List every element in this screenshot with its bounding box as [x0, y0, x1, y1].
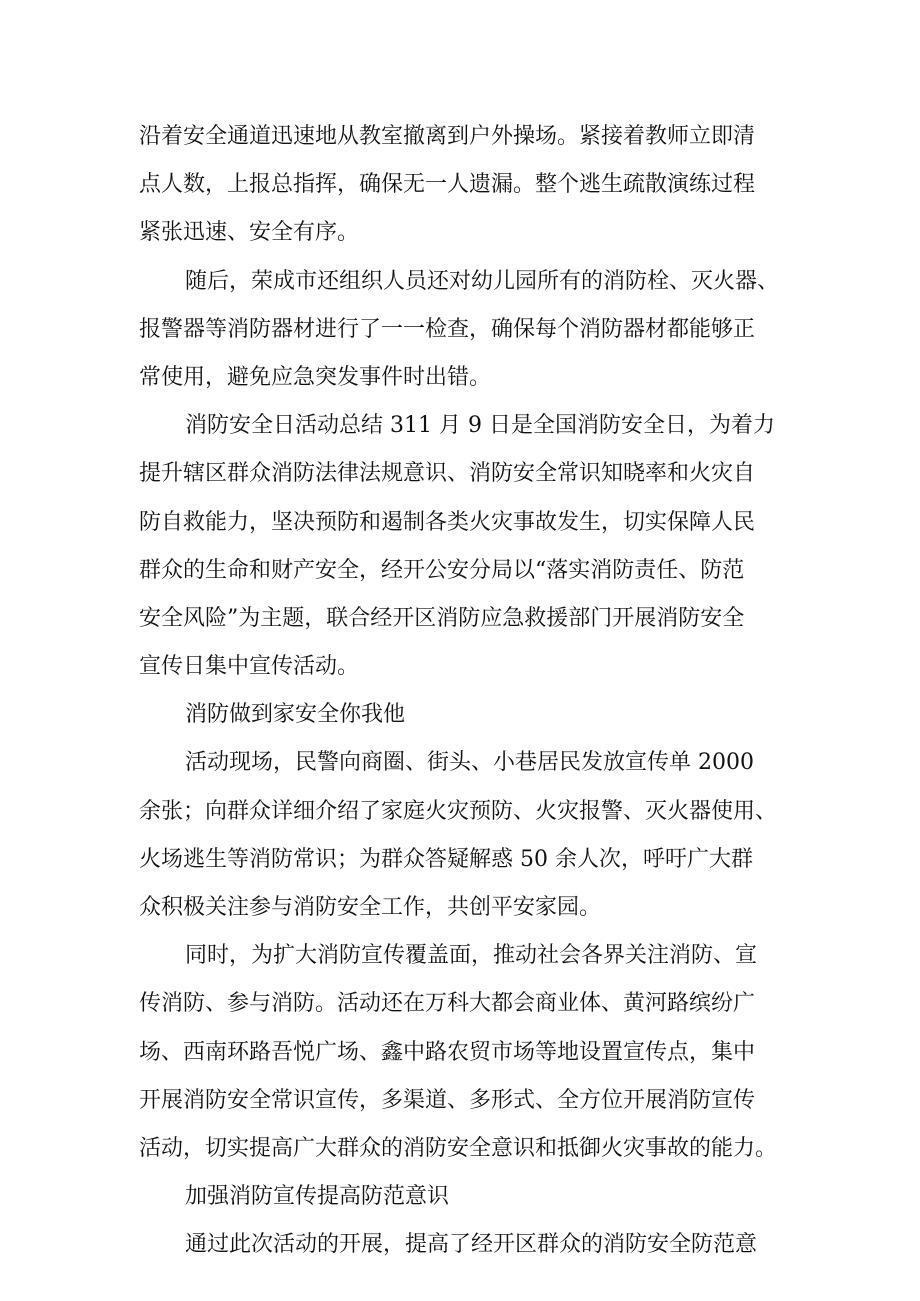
text-line: 开展消防安全常识宣传，多渠道、多形式、全方位开展消防宣传 [139, 1087, 756, 1113]
text-line: 众积极关注参与消防安全工作，共创平安家园。 [139, 895, 602, 920]
text-line: 场、西南环路吾悦广场、鑫中路农贸市场等地设置宣传点，集中 [139, 1039, 756, 1065]
text-line: 火场逃生等消防常识；为群众答疑解惑 50 余人次，呼吁广大群 [139, 846, 753, 872]
text-line: 沿着安全通道迅速地从教室撤离到户外操场。紧接着教师立即清 [139, 124, 756, 149]
document-body [139, 113, 789, 1270]
text-line: 点人数，上报总指挥，确保无一人遗漏。整个逃生疏散演练过程 [139, 172, 756, 198]
text-line: 群众的生命和财产安全，经开公安分局以“落实消防责任、防范 [139, 557, 745, 583]
text-line: 活动现场，民警向商圈、街头、小巷居民发放宣传单 2000 [185, 750, 754, 776]
text-line: 同时，为扩大消防宣传覆盖面，推动社会各界关注消防、宣 [185, 943, 758, 969]
text-line: 传消防、参与消防。活动还在万科大都会商业体、黄河路缤纷广 [139, 991, 756, 1017]
text-line: 防自救能力，坚决预防和遏制各类火灾事故发生，切实保障人民 [139, 509, 756, 535]
text-line: 提升辖区群众消防法律法规意识、消防安全常识知晓率和火灾自 [139, 461, 756, 487]
text-line: 消防安全日活动总结 311 月 9 日是全国消防安全日，为着力 [185, 413, 775, 439]
section-heading: 消防做到家安全你我他 [185, 702, 406, 728]
text-line: 余张；向群众详细介绍了家庭火灾预防、火灾报警、灭火器使用、 [139, 798, 778, 824]
text-line: 报警器等消防器材进行了一一检查，确保每个消防器材都能够正 [139, 316, 756, 342]
text-line: 宣传日集中宣传活动。 [139, 654, 360, 680]
section-heading: 加强消防宣传提高防范意识 [185, 1184, 450, 1210]
text-line: 安全风险”为主题，联合经开区消防应急救援部门开展消防安全 [139, 605, 745, 631]
text-line: 随后，荣成市还组织人员还对幼儿园所有的消防栓、灭火器、 [185, 268, 780, 294]
text-line: 活动，切实提高广大群众的消防安全意识和抵御火灾事故的能力。 [139, 1135, 778, 1161]
text-line: 紧张迅速、安全有序。 [139, 220, 360, 246]
text-line: 常使用，避免应急突发事件时出错。 [139, 364, 492, 390]
text-line: 通过此次活动的开展，提高了经开区群众的消防安全防范意 [185, 1232, 758, 1258]
